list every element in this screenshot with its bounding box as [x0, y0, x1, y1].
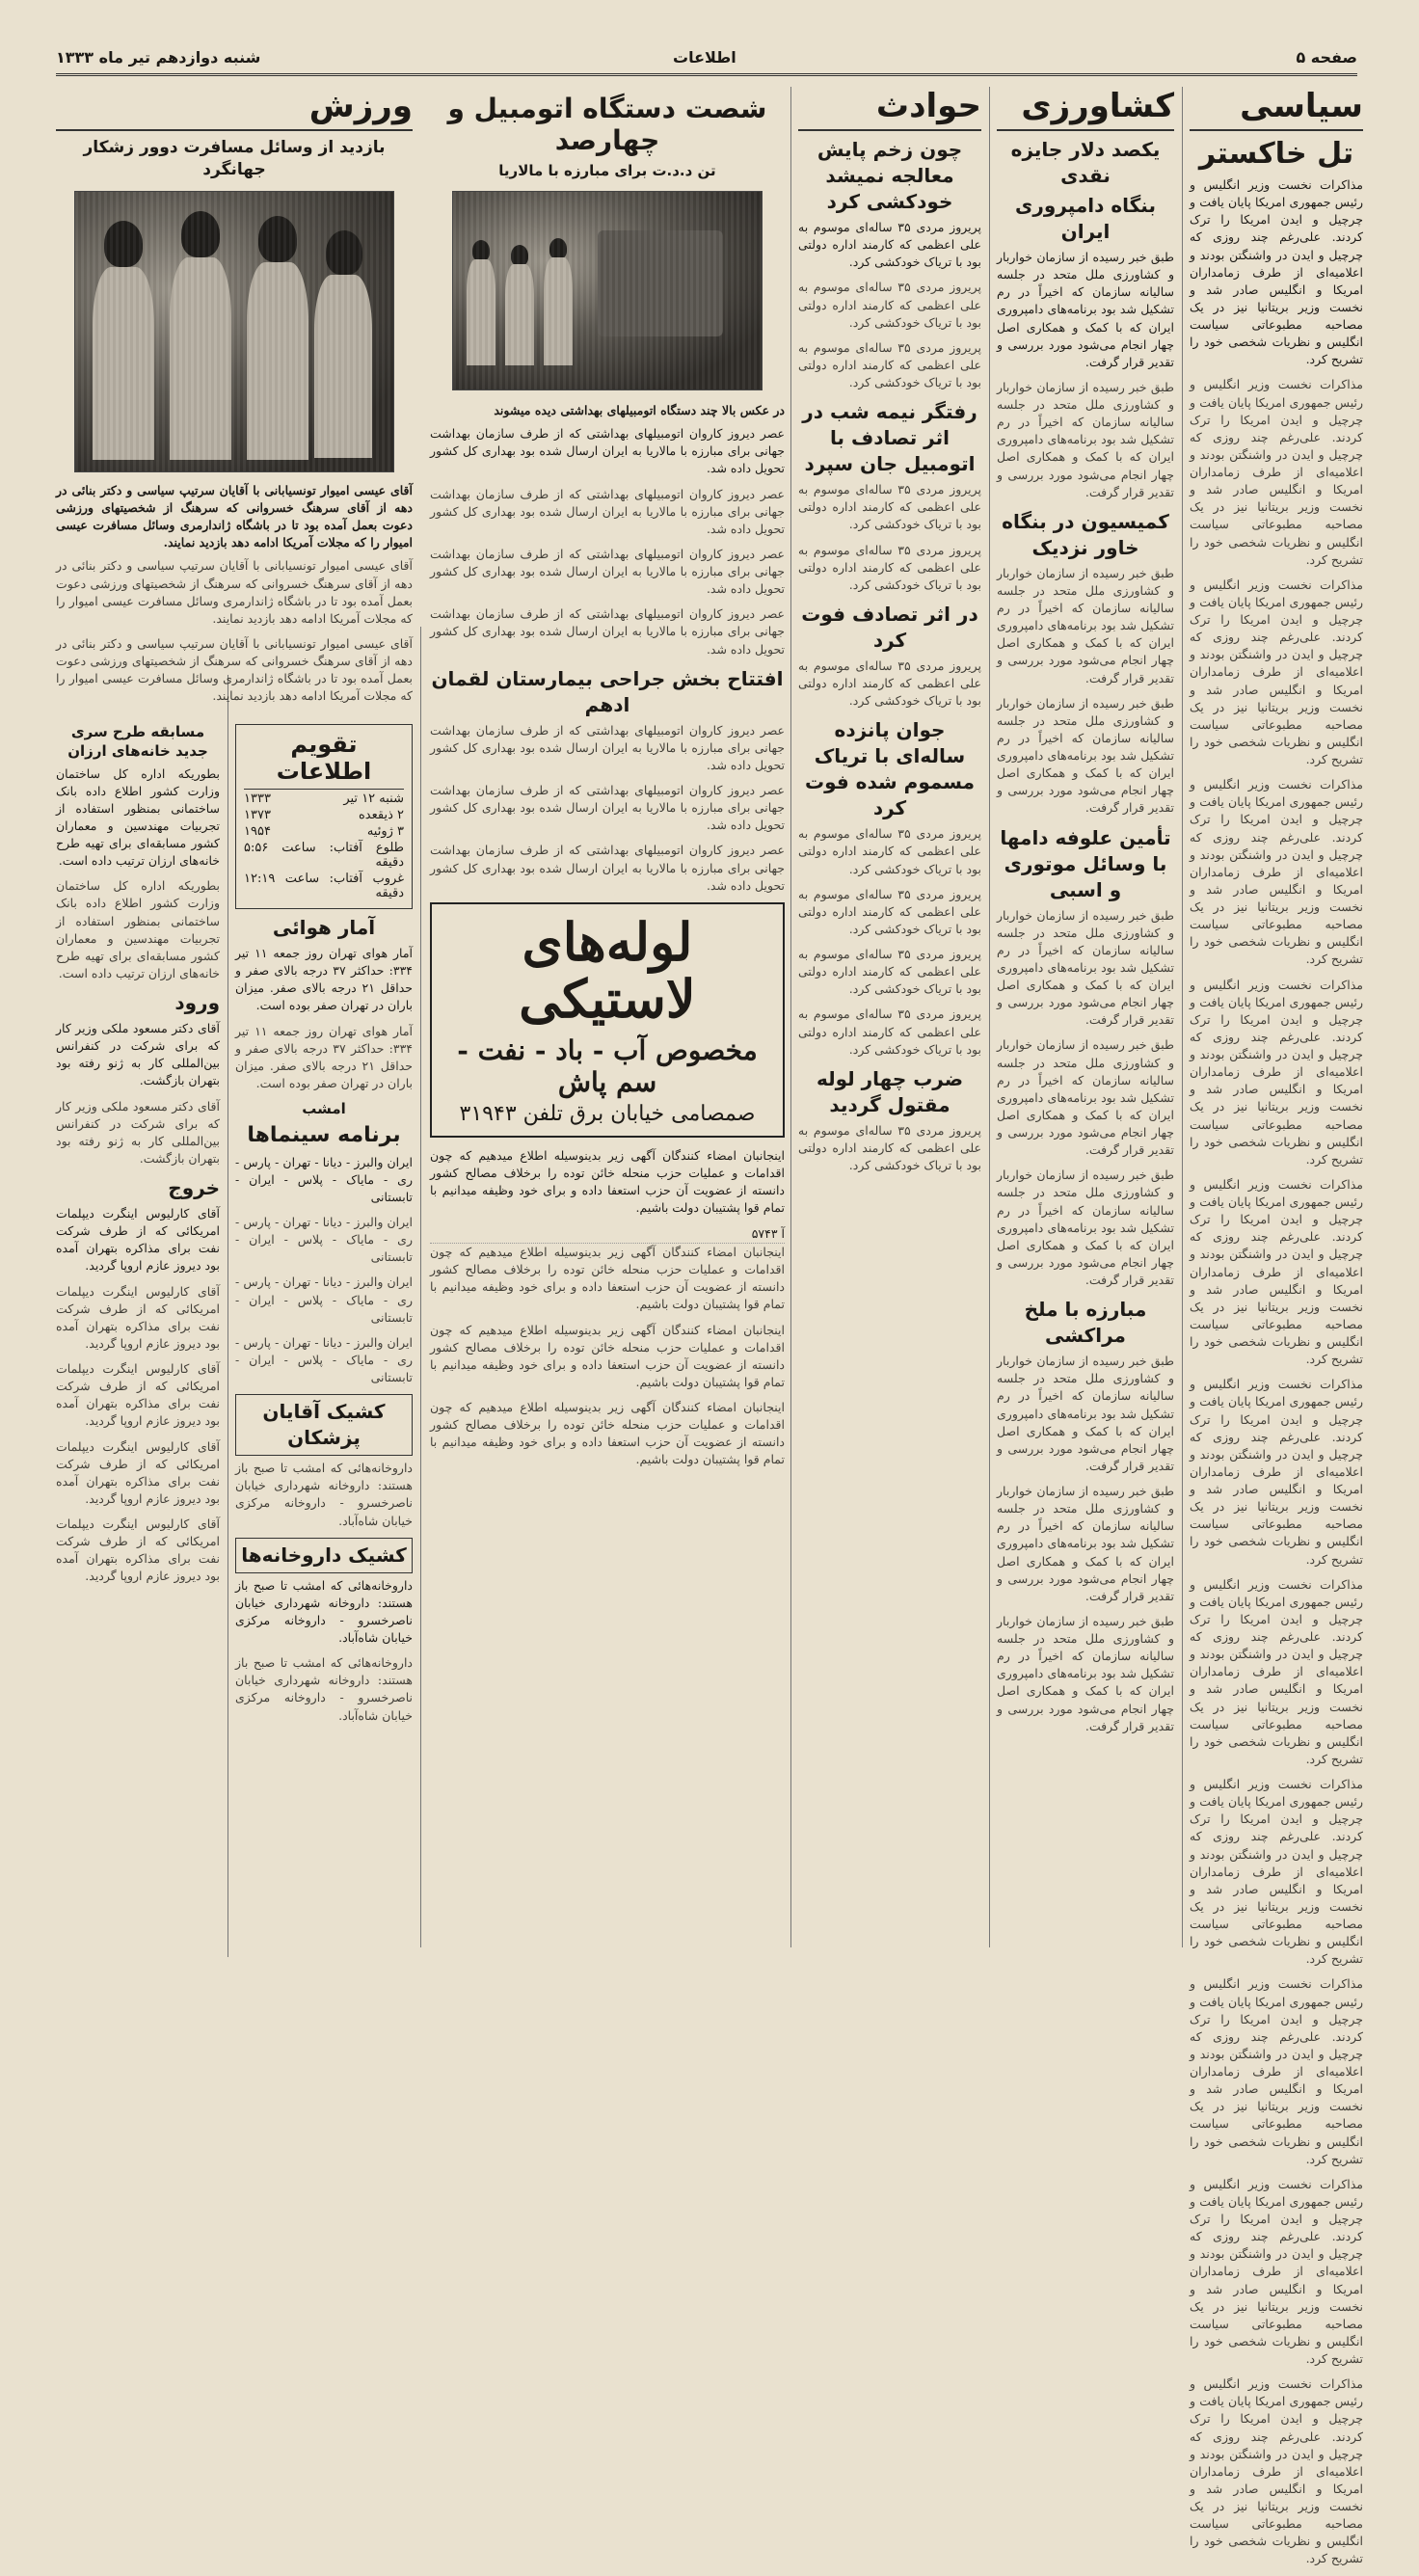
weather-body: آمار هوای تهران روز جمعه ۱۱ تیر ۳۳۴: حداکثر ۳۷ درجه بالای صفر و حداقل ۲۱ درجه بالای صفر. میزان باران در تهران صفر بوده است. — [235, 946, 414, 1013]
accidents-headline-1: چون زخم پایش معالجه نمیشد خودکشی کرد — [817, 138, 963, 213]
cars-body: عصر دیروز کاروان اتومبیلهای بهداشتی که از طرف سازمان بهداشت جهانی برای مبارزه با مالاریا به ایران ارسال شده بود بهداری کل کشور تحویل داده شد. — [430, 426, 785, 476]
accidents-body-continued: پریروز مردی ۳۵ ساله‌ای موسوم به علی اعظمی که کارمند اداره دولتی بود با تریاک خودکشی کرد. — [798, 542, 981, 592]
rubber-hose-ad — [430, 902, 785, 1138]
departures-body-continued: آقای کارلیوس اینگرت دیپلمات امریکائی که از طرف شرکت نفت برای مذاکره بتهران آمده بود دیروز عازم اروپا گردید. — [56, 1283, 220, 1351]
accidents-body-continued: پریروز مردی ۳۵ ساله‌ای موسوم به علی اعظمی که کارمند اداره دولتی بود با تریاک خودکشی کرد. — [798, 947, 981, 997]
politics-body-continued: مذاکرات نخست وزیر انگلیس و رئیس جمهوری امریکا پایان یافت و چرچیل و ایدن امریکا را ترک کردند. علی‌رغم چند روزی که چرچیل و ایدن در واشنگتن بودند و اعلامیه‌ای از طرف زمامداران امریکا و انگلیس صادر شد و نخست وزیر بریتانیا نیز در یک مصاحبه مطبوعاتی سیاست انگلیس و نظریات شخصی خود را تشریح کرد. — [1190, 1976, 1363, 2166]
agriculture-body-continued: طبق خبر رسیده از سازمان خواربار و کشاورزی ملل متحد در جلسه سالیانه سازمان که اخیراً در رم تشکیل شد بود برنامه‌های دامپروری ایران که با کمک و همکاری اصل چهار انجام می‌شود مورد بررسی و تقدیر قرار گرفت. — [997, 1484, 1174, 1603]
calendar-row: ۳ ژوئیه ۱۹۵۴ — [244, 824, 404, 839]
agriculture-body-continued: طبق خبر رسیده از سازمان خواربار و کشاورزی ملل متحد در جلسه سالیانه سازمان که اخیراً در رم تشکیل شد بود برنامه‌های دامپروری ایران که با کمک و همکاری اصل چهار انجام می‌شود مورد بررسی و تقدیر قرار گرفت. — [997, 1037, 1174, 1158]
accidents-body-continued: پریروز مردی ۳۵ ساله‌ای موسوم به علی اعظمی که کارمند اداره دولتی بود با تریاک خودکشی کرد. — [798, 482, 981, 532]
housing-arrivals-column — [56, 718, 220, 1594]
ad-subtitle: مخصوص آب - باد - نفت - سم پاش — [457, 1033, 758, 1098]
cinema-body: ایران والبرز - دیانا - تهران - پارس - ری - مایاک - پلاس - ایران - تابستانی — [235, 1154, 413, 1204]
departures-body-continued: آقای کارلیوس اینگرت دیپلمات امریکائی که از طرف شرکت نفت برای مذاکره بتهران آمده بود دیروز عازم اروپا گردید. — [56, 1361, 220, 1429]
cars-subheadline: تن د.د.ت برای مبارزه با مالاریا — [498, 162, 716, 179]
agriculture-body-continued: طبق خبر رسیده از سازمان خواربار و کشاورزی ملل متحد در جلسه سالیانه سازمان که اخیراً در رم تشکیل شد بود برنامه‌های دامپروری ایران که با کمک و همکاری اصل چهار انجام می‌شود مورد بررسی و تقدیر قرار گرفت. — [997, 1354, 1174, 1473]
accidents-body-continued: پریروز مردی ۳۵ ساله‌ای موسوم به علی اعظمی که کارمند اداره دولتی بود با تریاک خودکشی کرد. — [798, 1006, 981, 1057]
politics-body-continued: مذاکرات نخست وزیر انگلیس و رئیس جمهوری امریکا پایان یافت و چرچیل و ایدن امریکا را ترک کردند. علی‌رغم چند روزی که چرچیل و ایدن در واشنگتن بودند و اعلامیه‌ای از طرف زمامداران امریکا و انگلیس صادر شد و نخست وزیر بریتانیا نیز در یک مصاحبه مطبوعاتی سیاست انگلیس و نظریات شخصی خود را تشریح کرد. — [1190, 777, 1363, 967]
cinema-body-continued: ایران والبرز - دیانا - تهران - پارس - ری - مایاک - پلاس - ایران - تابستانی — [235, 1275, 413, 1325]
departures-body-continued: آقای کارلیوس اینگرت دیپلمات امریکائی که از طرف شرکت نفت برای مذاکره بتهران آمده بود دیروز عازم اروپا گردید. — [56, 1516, 220, 1584]
arrivals-heading: ورود — [174, 991, 220, 1014]
ad-address: صمصامی خیابان برق تلفن ۳۱۹۴۳ — [459, 1101, 756, 1126]
pharmacy-body-continued: داروخانه‌هائی که امشب تا صبح باز هستند: داروخانه شهرداری خیابان ناصرخسرو - داروخانه مرکزی خیابان شاه‌آباد. — [235, 1655, 413, 1723]
cars-body-continued: عصر دیروز کاروان اتومبیلهای بهداشتی که از طرف سازمان بهداشت جهانی برای مبارزه با مالاریا به ایران ارسال شده بود بهداری کل کشور تحویل داده شد. — [430, 546, 785, 597]
sports-headline: بازدید از وسائل مسافرت دوور زشکار جهانگرد — [83, 138, 386, 179]
agriculture-headline-1: یکصد دلار جایزه نقدی — [1010, 138, 1161, 187]
agriculture-body-continued: طبق خبر رسیده از سازمان خواربار و کشاورزی ملل متحد در جلسه سالیانه سازمان که اخیراً در رم تشکیل شد بود برنامه‌های دامپروری ایران که با کمک و همکاری اصل چهار انجام می‌شود مورد بررسی و تقدیر قرار گرفت. — [997, 379, 1174, 499]
calendar-column — [235, 718, 413, 1732]
notice-body-continued: اینجانبان امضاء کنندگان آگهی زیر بدینوسیله اطلاع میدهیم که چون اقدامات و عملیات حزب منحله خائن توده را برخلاف مصالح کشور دانسته از عضویت آن حزب استعفا داده و برای خود وظیفه میدانیم با تمام قوا پشتیبان دولت باشیم. — [430, 1322, 785, 1389]
sports-photo — [74, 191, 394, 472]
accidents-body-continued: پریروز مردی ۳۵ ساله‌ای موسوم به علی اعظمی که کارمند اداره دولتی بود با تریاک خودکشی کرد. — [798, 339, 981, 389]
sunset-time: غروب آفتاب: ساعت ۱۲:۱۹ دقیقه — [244, 872, 404, 900]
column-rule — [420, 627, 421, 1947]
column-rule — [989, 87, 990, 1947]
arrivals-body: آقای دکتر مسعود ملکی وزیر کار که برای شرکت در کنفرانس بین‌المللی کار به ژنو رفته بود بتهران بازگشت. — [56, 1021, 220, 1088]
hospital-body: عصر دیروز کاروان اتومبیلهای بهداشتی که از طرف سازمان بهداشت جهانی برای مبارزه با مالاریا به ایران ارسال شده بود بهداری کل کشور تحویل داده شد. — [430, 722, 785, 772]
cars-body-continued: عصر دیروز کاروان اتومبیلهای بهداشتی که از طرف سازمان بهداشت جهانی برای مبارزه با مالاریا به ایران ارسال شده بود بهداری کل کشور تحویل داده شد. — [430, 606, 785, 657]
politics-body: مذاکرات نخست وزیر انگلیس و رئیس جمهوری امریکا پایان یافت و چرچیل و ایدن امریکا را ترک کردند. علی‌رغم چند روزی که چرچیل و ایدن در واشنگتن بودند و اعلامیه‌ای از طرف زمامداران امریکا و انگلیس صادر شد و نخست وزیر بریتانیا نیز در یک مصاحبه مطبوعاتی سیاست انگلیس و نظریات شخصی خود را تشریح کرد. — [1190, 177, 1363, 367]
agriculture-body-continued: طبق خبر رسیده از سازمان خواربار و کشاورزی ملل متحد در جلسه سالیانه سازمان که اخیراً در رم تشکیل شد بود برنامه‌های دامپروری ایران که با کمک و همکاری اصل چهار انجام می‌شود مورد بررسی و تقدیر قرار گرفت. — [997, 907, 1174, 1028]
accidents-body-1: پریروز مردی ۳۵ ساله‌ای موسوم به علی اعظمی که کارمند اداره دولتی بود با تریاک خودکشی کرد. — [798, 220, 981, 270]
agriculture-body: طبق خبر رسیده از سازمان خواربار و کشاورزی ملل متحد در جلسه سالیانه سازمان که اخیراً در رم تشکیل شد بود برنامه‌های دامپروری ایران که با کمک و همکاری اصل چهار انجام می‌شود مورد بررسی و تقدیر قرار گرفت. — [997, 250, 1174, 369]
ad-title: لوله‌های لاستیکی — [519, 910, 696, 1031]
politics-body-continued: مذاکرات نخست وزیر انگلیس و رئیس جمهوری امریکا پایان یافت و چرچیل و ایدن امریکا را ترک کردند. علی‌رغم چند روزی که چرچیل و ایدن در واشنگتن بودند و اعلامیه‌ای از طرف زمامداران امریکا و انگلیس صادر شد و نخست وزیر بریتانیا نیز در یک مصاحبه مطبوعاتی سیاست انگلیس و نظریات شخصی خود را تشریح کرد. — [1190, 377, 1363, 567]
departures-heading: خروج — [168, 1176, 220, 1199]
accidents-headline-2: رفتگر نیمه شب در اثر تصادف با اتومبیل جان سپرد — [802, 400, 977, 476]
accidents-column — [798, 87, 981, 1182]
politics-body-continued: مذاکرات نخست وزیر انگلیس و رئیس جمهوری امریکا پایان یافت و چرچیل و ایدن امریکا را ترک کردند. علی‌رغم چند روزی که چرچیل و ایدن در واشنگتن بودند و اعلامیه‌ای از طرف زمامداران امریکا و انگلیس صادر شد و نخست وزیر بریتانیا نیز در یک مصاحبه مطبوعاتی سیاست انگلیس و نظریات شخصی خود را تشریح کرد. — [1190, 1777, 1363, 1967]
cars-story — [430, 87, 785, 1477]
sports-caption: آقای عیسی امیوار تونسیابانی با آقایان سرتیپ سیاسی و دکتر بنائی در دهه از آقای سرهنگ خسروانی که سرهنگ از شخصیتهای ورزشی دعوت بعمل آمده بود تا در باشگاه ژاندارمری وسائل مسافرت عیسی امیوار را که مجلات آمریکا ادامه دهد بازدید نمایند. — [56, 482, 413, 550]
cinema-body-continued: ایران والبرز - دیانا - تهران - پارس - ری - مایاک - پلاس - ایران - تابستانی — [235, 1215, 413, 1265]
agriculture-body-continued: طبق خبر رسیده از سازمان خواربار و کشاورزی ملل متحد در جلسه سالیانه سازمان که اخیراً در رم تشکیل شد بود برنامه‌های دامپروری ایران که با کمک و همکاری اصل چهار انجام می‌شود مورد بررسی و تقدیر قرار گرفت. — [997, 695, 1174, 816]
politics-section-title: سیاسی — [1190, 87, 1363, 131]
hospital-body: عصر دیروز کاروان اتومبیلهای بهداشتی که از طرف سازمان بهداشت جهانی برای مبارزه با مالاریا به ایران ارسال شده بود بهداری کل کشور تحویل داده شد. — [430, 783, 785, 833]
agriculture-body-continued: طبق خبر رسیده از سازمان خواربار و کشاورزی ملل متحد در جلسه سالیانه سازمان که اخیراً در رم تشکیل شد بود برنامه‌های دامپروری ایران که با کمک و همکاری اصل چهار انجام می‌شود مورد بررسی و تقدیر قرار گرفت. — [997, 565, 1174, 685]
agriculture-column — [997, 87, 1174, 1743]
doctors-body: داروخانه‌هائی که امشب تا صبح باز هستند: داروخانه شهرداری خیابان ناصرخسرو - داروخانه مرکزی خیابان شاه‌آباد. — [235, 1461, 413, 1528]
departures-body-continued: آقای کارلیوس اینگرت دیپلمات امریکائی که از طرف شرکت نفت برای مذاکره بتهران آمده بود دیروز عازم اروپا گردید. — [56, 1438, 220, 1506]
hospital-body: عصر دیروز کاروان اتومبیلهای بهداشتی که از طرف سازمان بهداشت جهانی برای مبارزه با مالاریا به ایران ارسال شده بود بهداری کل کشور تحویل داده شد. — [430, 843, 785, 893]
calendar-row: شنبه ۱۲ تیر ۱۳۳۳ — [244, 792, 404, 806]
politics-body-continued: مذاکرات نخست وزیر انگلیس و رئیس جمهوری امریکا پایان یافت و چرچیل و ایدن امریکا را ترک کردند. علی‌رغم چند روزی که چرچیل و ایدن در واشنگتن بودند و اعلامیه‌ای از طرف زمامداران امریکا و انگلیس صادر شد و نخست وزیر بریتانیا نیز در یک مصاحبه مطبوعاتی سیاست انگلیس و نظریات شخصی خود را تشریح کرد. — [1190, 2176, 1363, 2366]
agriculture-subheading-2: تأمین علوفه دامها با وسائل موتوری و اسبی — [1000, 825, 1171, 901]
sports-story — [56, 87, 413, 712]
departures-body: آقای کارلیوس اینگرت دیپلمات امریکائی که از طرف شرکت نفت برای مذاکره بتهران آمده بود دیروز عازم اروپا گردید. — [56, 1206, 220, 1274]
accidents-body-continued: پریروز مردی ۳۵ ساله‌ای موسوم به علی اعظمی که کارمند اداره دولتی بود با تریاک خودکشی کرد. — [798, 826, 981, 876]
paper-name: اطلاعات — [673, 48, 736, 67]
cars-body-continued: عصر دیروز کاروان اتومبیلهای بهداشتی که از طرف سازمان بهداشت جهانی برای مبارزه با مالاریا به ایران ارسال شده بود بهداری کل کشور تحویل داده شد. — [430, 486, 785, 536]
agriculture-headline-2: بنگاه دامپروری ایران — [1015, 194, 1156, 243]
politics-headline: تل خاکستر — [1198, 137, 1354, 171]
doctors-title: کشیک آقایان پزشکان — [235, 1394, 413, 1456]
calendar-row: ۲ ذیقعده ۱۳۷۳ — [244, 808, 404, 822]
cars-caption: در عکس بالا چند دستگاه اتومبیلهای بهداشتی دیده میشوند — [494, 403, 785, 417]
arrivals-body-continued: آقای دکتر مسعود ملکی وزیر کار که برای شرکت در کنفرانس بین‌المللی کار به ژنو رفته بود بتهران بازگشت. — [56, 1098, 220, 1166]
housing-body-continued: بطوریکه اداره کل ساختمان وزارت کشور اطلاع داده بانک ساختمانی بمنظور استفاده از تجربیات مهندسین و معماران کشور مسابقه‌ای برای تهیه طرح خانه‌های ارزان ترتیب داده است. — [56, 878, 220, 980]
cars-photo — [452, 191, 763, 390]
notice-body: اینجانبان امضاء کنندگان آگهی زیر بدینوسیله اطلاع میدهیم که چون اقدامات و عملیات حزب منحله خائن توده را برخلاف مصالح کشور دانسته از عضویت آن حزب استعفا داده و برای خود وظیفه میدانیم با تمام قوا پشتیبان دولت باشیم. — [430, 1147, 785, 1215]
politics-body-continued: مذاکرات نخست وزیر انگلیس و رئیس جمهوری امریکا پایان یافت و چرچیل و ایدن امریکا را ترک کردند. علی‌رغم چند روزی که چرچیل و ایدن در واشنگتن بودند و اعلامیه‌ای از طرف زمامداران امریکا و انگلیس صادر شد و نخست وزیر بریتانیا نیز در یک مصاحبه مطبوعاتی سیاست انگلیس و نظریات شخصی خود را تشریح کرد. — [1190, 1377, 1363, 1567]
hospital-headline: افتتاح بخش جراحی بیمارستان لقمان ادهم — [431, 666, 784, 716]
masthead — [56, 44, 1357, 76]
politics-body-continued: مذاکرات نخست وزیر انگلیس و رئیس جمهوری امریکا پایان یافت و چرچیل و ایدن امریکا را ترک کردند. علی‌رغم چند روزی که چرچیل و ایدن در واشنگتن بودند و اعلامیه‌ای از طرف زمامداران امریکا و انگلیس صادر شد و نخست وزیر بریتانیا نیز در یک مصاحبه مطبوعاتی سیاست انگلیس و نظریات شخصی خود را تشریح کرد. — [1190, 977, 1363, 1167]
weather-title: آمار هوائی — [272, 916, 376, 939]
accidents-body-continued: پریروز مردی ۳۵ ساله‌ای موسوم به علی اعظمی که کارمند اداره دولتی بود با تریاک خودکشی کرد. — [798, 886, 981, 936]
notice-body-continued: اینجانبان امضاء کنندگان آگهی زیر بدینوسیله اطلاع میدهیم که چون اقدامات و عملیات حزب منحله خائن توده را برخلاف مصالح کشور دانسته از عضویت آن حزب استعفا داده و برای خود وظیفه میدانیم با تمام قوا پشتیبان دولت باشیم. — [430, 1400, 785, 1467]
issue-date: شنبه دوازدهم تیر ماه ۱۳۳۳ — [56, 48, 261, 67]
agriculture-body-continued: طبق خبر رسیده از سازمان خواربار و کشاورزی ملل متحد در جلسه سالیانه سازمان که اخیراً در رم تشکیل شد بود برنامه‌های دامپروری ایران که با کمک و همکاری اصل چهار انجام می‌شود مورد بررسی و تقدیر قرار گرفت. — [997, 1613, 1174, 1733]
accidents-body-continued: پریروز مردی ۳۵ ساله‌ای موسوم به علی اعظمی که کارمند اداره دولتی بود با تریاک خودکشی کرد. — [798, 280, 981, 330]
pharmacy-body: داروخانه‌هائی که امشب تا صبح باز هستند: داروخانه شهرداری خیابان ناصرخسرو - داروخانه مرکزی خیابان شاه‌آباد. — [235, 1577, 413, 1646]
accidents-headline-5: ضرب چهار لوله مقتول گردید — [816, 1066, 964, 1116]
notice-body-continued: اینجانبان امضاء کنندگان آگهی زیر بدینوسیله اطلاع میدهیم که چون اقدامات و عملیات حزب منحله خائن توده را برخلاف مصالح کشور دانسته از عضویت آن حزب استعفا داده و برای خود وظیفه میدانیم با تمام قوا پشتیبان دولت باشیم. — [430, 1245, 785, 1312]
housing-body: بطوریکه اداره کل ساختمان وزارت کشور اطلاع داده بانک ساختمانی بمنظور استفاده از تجربیات مهندسین و معماران کشور مسابقه‌ای برای تهیه طرح خانه‌های ارزان ترتیب داده است. — [56, 765, 220, 869]
housing-headline: مسابقه طرح سری جدید خانه‌های ارزان — [67, 723, 208, 761]
column-rule — [790, 87, 791, 1947]
weather-body-continued: آمار هوای تهران روز جمعه ۱۱ تیر ۳۳۴: حداکثر ۳۷ درجه بالای صفر و حداقل ۲۱ درجه بالای صفر. میزان باران در تهران صفر بوده است. — [235, 1023, 414, 1090]
calendar-box — [235, 724, 413, 909]
cinema-body-continued: ایران والبرز - دیانا - تهران - پارس - ری - مایاک - پلاس - ایران - تابستانی — [235, 1334, 413, 1385]
agriculture-body-continued: طبق خبر رسیده از سازمان خواربار و کشاورزی ملل متحد در جلسه سالیانه سازمان که اخیراً در رم تشکیل شد بود برنامه‌های دامپروری ایران که با کمک و همکاری اصل چهار انجام می‌شود مورد بررسی و تقدیر قرار گرفت. — [997, 1167, 1174, 1287]
politics-body-continued: مذاکرات نخست وزیر انگلیس و رئیس جمهوری امریکا پایان یافت و چرچیل و ایدن امریکا را ترک کردند. علی‌رغم چند روزی که چرچیل و ایدن در واشنگتن بودند و اعلامیه‌ای از طرف زمامداران امریکا و انگلیس صادر شد و نخست وزیر بریتانیا نیز در یک مصاحبه مطبوعاتی سیاست انگلیس و نظریات شخصی خود را تشریح کرد. — [1190, 577, 1363, 766]
politics-column — [1190, 87, 1363, 2576]
cars-headline: شصت دستگاه اتومبیل و چهارصد — [447, 93, 767, 156]
column-rule — [1182, 87, 1183, 1947]
cinema-tonight: امشب — [302, 1100, 346, 1117]
accidents-headline-3: در اثر تصادف فوت کرد — [801, 602, 978, 652]
politics-body-continued: مذاکرات نخست وزیر انگلیس و رئیس جمهوری امریکا پایان یافت و چرچیل و ایدن امریکا را ترک کردند. علی‌رغم چند روزی که چرچیل و ایدن در واشنگتن بودند و اعلامیه‌ای از طرف زمامداران امریکا و انگلیس صادر شد و نخست وزیر بریتانیا نیز در یک مصاحبه مطبوعاتی سیاست انگلیس و نظریات شخصی خود را تشریح کرد. — [1190, 1576, 1363, 1766]
accidents-body-continued: پریروز مردی ۳۵ ساله‌ای موسوم به علی اعظمی که کارمند اداره دولتی بود با تریاک خودکشی کرد. — [798, 1122, 981, 1172]
accidents-headline-4: جوان پانزده ساله‌ای با تریاک مسموم شده فوت کرد — [804, 718, 976, 820]
agriculture-subheading-1: کمیسیون در بنگاه خاور نزدیک — [1002, 509, 1169, 559]
calendar-title: تقویم اطلاعات — [244, 731, 404, 790]
sports-section-title: ورزش — [56, 87, 413, 131]
agriculture-section-title: کشاورزی — [997, 87, 1174, 131]
pharmacy-title: کشیک داروخانه‌ها — [235, 1538, 413, 1573]
accidents-body-continued: پریروز مردی ۳۵ ساله‌ای موسوم به علی اعظمی که کارمند اداره دولتی بود با تریاک خودکشی کرد. — [798, 657, 981, 709]
sports-body-continued: آقای عیسی امیوار تونسیابانی با آقایان سرتیپ سیاسی و دکتر بنائی در دهه از آقای سرهنگ خسروانی که سرهنگ از شخصیتهای ورزشی دعوت بعمل آمده بود تا در باشگاه ژاندارمری وسائل مسافرت عیسی امیوار را که مجلات آمریکا ادامه دهد بازدید نمایند. — [56, 558, 413, 626]
politics-body-continued: مذاکرات نخست وزیر انگلیس و رئیس جمهوری امریکا پایان یافت و چرچیل و ایدن امریکا را ترک کردند. علی‌رغم چند روزی که چرچیل و ایدن در واشنگتن بودند و اعلامیه‌ای از طرف زمامداران امریکا و انگلیس صادر شد و نخست وزیر بریتانیا نیز در یک مصاحبه مطبوعاتی سیاست انگلیس و نظریات شخصی خود را تشریح کرد. — [1190, 1176, 1363, 1367]
sports-body-continued: آقای عیسی امیوار تونسیابانی با آقایان سرتیپ سیاسی و دکتر بنائی در دهه از آقای سرهنگ خسروانی که سرهنگ از شخصیتهای ورزشی دعوت بعمل آمده بود تا در باشگاه ژاندارمری وسائل مسافرت عیسی امیوار را که مجلات آمریکا ادامه دهد بازدید نمایند. — [56, 635, 413, 704]
accidents-section-title: حوادث — [798, 87, 981, 131]
politics-body-continued: مذاکرات نخست وزیر انگلیس و رئیس جمهوری امریکا پایان یافت و چرچیل و ایدن امریکا را ترک کردند. علی‌رغم چند روزی که چرچیل و ایدن در واشنگتن بودند و اعلامیه‌ای از طرف زمامداران امریکا و انگلیس صادر شد و نخست وزیر بریتانیا نیز در یک مصاحبه مطبوعاتی سیاست انگلیس و نظریات شخصی خود را تشریح کرد. — [1190, 2376, 1363, 2566]
sunrise-time: طلوع آفتاب: ساعت ۵:۵۶ دقیقه — [244, 841, 404, 870]
list-item: آ ۵۷۴۳ — [430, 1224, 785, 1244]
page-number: صفحه ۵ — [1296, 48, 1357, 67]
agriculture-subheading-3: مبارزه با ملخ مراکشی — [1024, 1298, 1147, 1348]
cinema-title: برنامه سینماها — [247, 1123, 401, 1147]
